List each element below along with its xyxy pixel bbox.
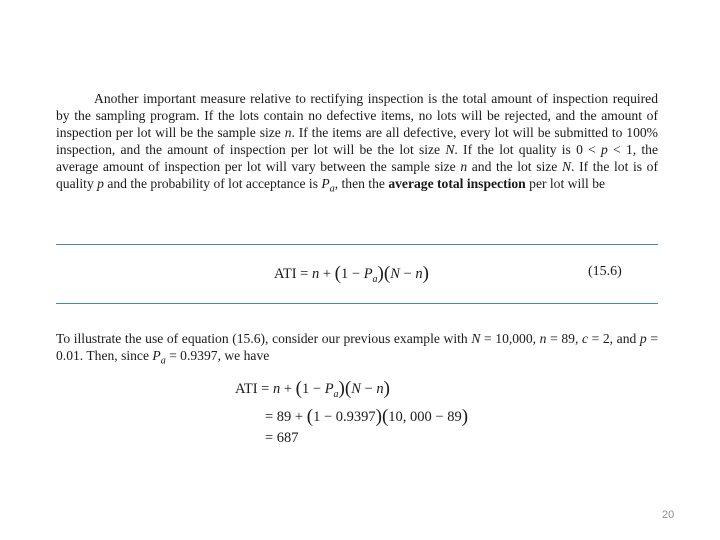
equation-rule-bottom: [56, 303, 658, 304]
lead-phrase: Another important measure relative to rectifying inspection: [94, 91, 424, 106]
example-result: = 687: [265, 430, 299, 446]
example-line-2: = 89 + (1 − 0.9397)(10, 000 − 89): [265, 406, 469, 427]
equation-rule-top: [56, 244, 658, 245]
equation-number: (15.6): [588, 264, 622, 279]
equation-ati: ATI = $n + (1 - P_a)(N - n)$: [274, 263, 429, 285]
bold-term: average total inspection: [388, 176, 526, 191]
example-paragraph: To illustrate the use of equation (15.6), consider our previous example with N = 10,000, n = 89, c = 2, and p = 0.01. Then, since $P_a = 0.9397$, we have: [56, 331, 658, 367]
intro-paragraph: Another important measure relative to rectifying inspection is the total amount of inspection required by the sampling program. If the lots contain no defective items, no lots will be rejected, and the amount of inspection per lot will be the sample size n. If the items are all defective, every lot will be submitted to 100% inspection, and the amount of inspection per lot will be the lot size N. If the lot quality is 0 < p < 1, the average amount of inspection per lot will vary between the sample size n and the lot size N. If the lot is of quality p and the probability of lot acceptance is $P_a$, then the average total inspection per lot will be: [56, 91, 659, 195]
page-number: 20: [662, 509, 675, 521]
example-line-1: ATI = $n + (1 - P_a)(N - n)$: [235, 378, 390, 400]
